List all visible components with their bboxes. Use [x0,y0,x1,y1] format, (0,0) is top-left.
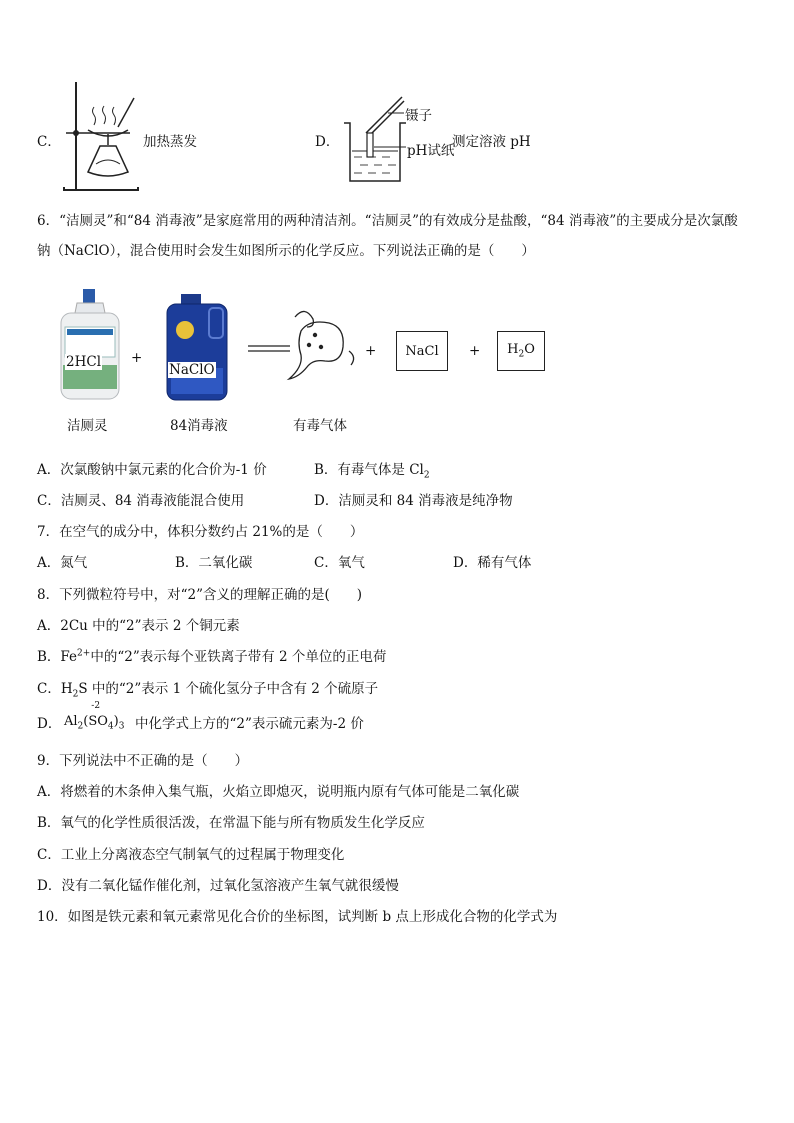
product-nacl-box [396,331,448,371]
q8-option-a: A．2Cu 中的“2”表示 2 个铜元素 [37,618,240,634]
q7-option-c: C．氧气 [314,555,365,571]
q6-stem-line2: 钠（NaClO），混合使用时会发生如图所示的化学反应。下列说法正确的是（ ） [37,243,535,259]
q7-option-d: D．稀有气体 [453,555,532,571]
plus-sign-1: + [131,350,143,366]
plus-sign-3: + [469,343,481,359]
q6-option-b: B．有毒气体是 $Cl_2$ [314,462,430,481]
q6-option-d: D．洁厕灵和 84 消毒液是纯净物 [314,493,513,509]
toxic-gas-cloud-drawing [285,297,360,382]
evaporation-apparatus-drawing [60,80,140,195]
q6-stem-line1: 6．“洁厕灵”和“84 消毒液”是家庭常用的两种清洁剂。“洁厕灵”的有效成分是盐酸，“84 消毒液”的主要成分是次氯酸 [37,213,738,229]
ph-test-apparatus-drawing [340,95,410,185]
option-d-caption: 测定溶液 pH [452,134,531,150]
valence-mark: -2 [91,701,101,711]
q8-option-d-letter: D． [37,716,62,732]
caption-disinfectant: 84消毒液 [170,418,228,434]
q7-option-b: B．二氧化碳 [175,555,253,571]
q7-option-a: A．氮气 [37,555,88,571]
q9-option-a: A．将燃着的木条伸入集气瓶，火焰立即熄灭，说明瓶内原有气体可能是二氧化碳 [37,784,520,800]
q6-option-c: C．洁厕灵、84 消毒液能混合使用 [37,493,245,509]
q9-option-b: B．氧气的化学性质很活泼，在常温下能与所有物质发生化学反应 [37,815,425,831]
disinfectant-bottle-image [163,294,231,402]
caption-toxic-gas: 有毒气体 [293,418,347,434]
bottle1-formula-label: 2HCl [66,354,102,370]
q8-option-d-text: 中化学式上方的“2”表示硫元素为-2 价 [135,716,364,732]
q9-stem: 9．下列说法中不正确的是（ ） [37,753,249,769]
q10-stem: 10．如图是铁元素和氧元素常见化合价的坐标图，试判断 b 点上形成化合物的化学式为 [37,909,558,925]
plus-sign-2: + [365,343,377,359]
q8-option-c: C．$H_2S$ 中的“2”表示 1 个硫化氢分子中含有 2 个硫原子 [37,681,379,700]
tweezers-label: 镊子 [405,108,432,124]
option-c-caption: 加热蒸发 [143,134,197,150]
reaction-arrow-double-line [248,344,290,354]
q8-stem: 8．下列微粒符号中，对“2”含义的理解正确的是( ) [37,587,363,603]
bottle2-formula-label: NaClO [169,362,215,378]
ph-paper-label: pH试纸 [407,143,455,159]
option-c-letter: C． [37,134,61,150]
product-water-box [497,331,545,371]
product-water-label: $H_2O$ [507,342,535,360]
q9-option-c: C．工业上分离液态空气制氧气的过程属于物理变化 [37,847,345,863]
q7-stem: 7．在空气的成分中，体积分数约占 21%的是（ ） [37,524,364,540]
toilet-cleaner-bottle-image [55,287,125,402]
option-d-letter: D． [315,134,340,150]
caption-toilet-cleaner: 洁厕灵 [67,418,108,434]
product-nacl-label: NaCl [405,343,439,359]
q8-option-d-formula: $Al_2$ -2 $(SO_4)_3$ [64,701,125,732]
q8-option-b: B．$Fe^{2+}$中的“2”表示每个亚铁离子带有 2 个单位的正电荷 [37,648,387,665]
q9-option-d: D．没有二氧化锰作催化剂，过氧化氢溶液产生氧气就很缓慢 [37,878,399,894]
q6-option-a: A．次氯酸钠中氯元素的化合价为-1 价 [37,462,267,478]
